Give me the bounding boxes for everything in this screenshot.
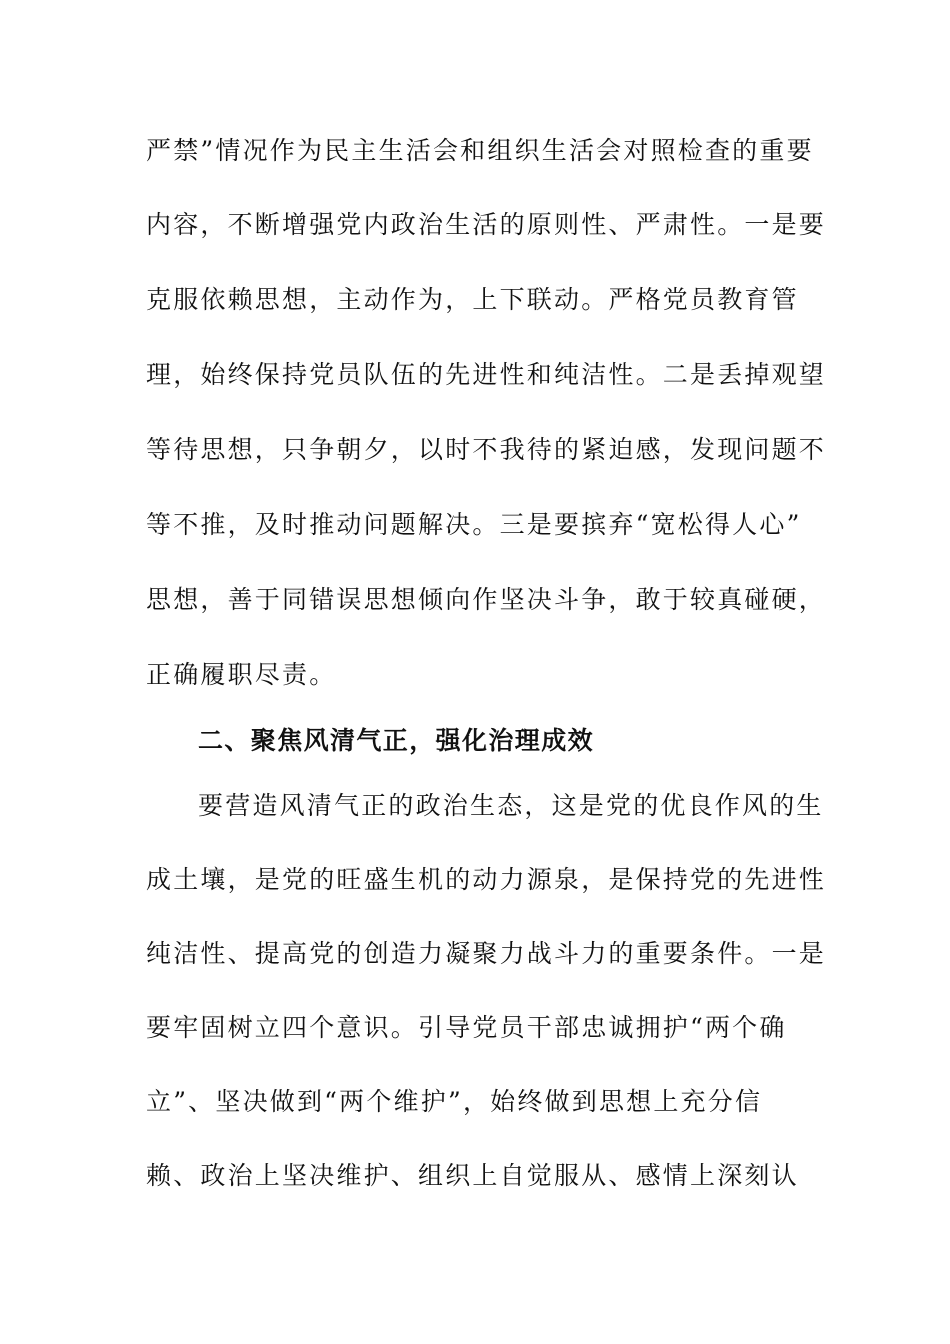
body-text-line: 等不推，及时推动问题解决。三是要摈弃“宽松得人心” bbox=[146, 510, 802, 539]
body-text-line: 克服依赖思想，主动作为，上下联动。严格党员教育管 bbox=[146, 285, 799, 314]
body-text-line: 纯洁性、提高党的创造力凝聚力战斗力的重要条件。一是 bbox=[146, 939, 827, 968]
body-text-line: 赖、政治上坚决维护、组织上自觉服从、感情上深刻认 bbox=[146, 1161, 799, 1190]
body-text-line: 立”、坚决做到“两个维护”，始终做到思想上充分信 bbox=[146, 1087, 763, 1116]
body-text-line: 成土壤，是党的旺盛生机的动力源泉，是保持党的先进性 bbox=[146, 865, 827, 894]
body-text-line: 等待思想，只争朝夕，以时不我待的紧迫感，发现问题不 bbox=[146, 435, 827, 464]
body-text-line: 思想，善于同错误思想倾向作坚决斗争，敢于较真碰硬， bbox=[146, 585, 827, 614]
body-text-line: 内容，不断增强党内政治生活的原则性、严肃性。一是要 bbox=[146, 210, 827, 239]
body-text-line: 正确履职尽责。 bbox=[146, 660, 337, 689]
body-text-line: 要牢固树立四个意识。引导党员干部忠诚拥护“两个确 bbox=[146, 1013, 787, 1042]
body-text-line: 理，始终保持党员队伍的先进性和纯洁性。二是丢掉观望 bbox=[146, 360, 827, 389]
paragraph-first-line: 要营造风清气正的政治生态，这是党的优良作风的生 bbox=[198, 791, 824, 820]
body-text-line: 严禁”情况作为民主生活会和组织生活会对照检查的重要 bbox=[146, 136, 814, 165]
section-heading: 二、聚焦风清气正，强化治理成效 bbox=[198, 726, 595, 755]
